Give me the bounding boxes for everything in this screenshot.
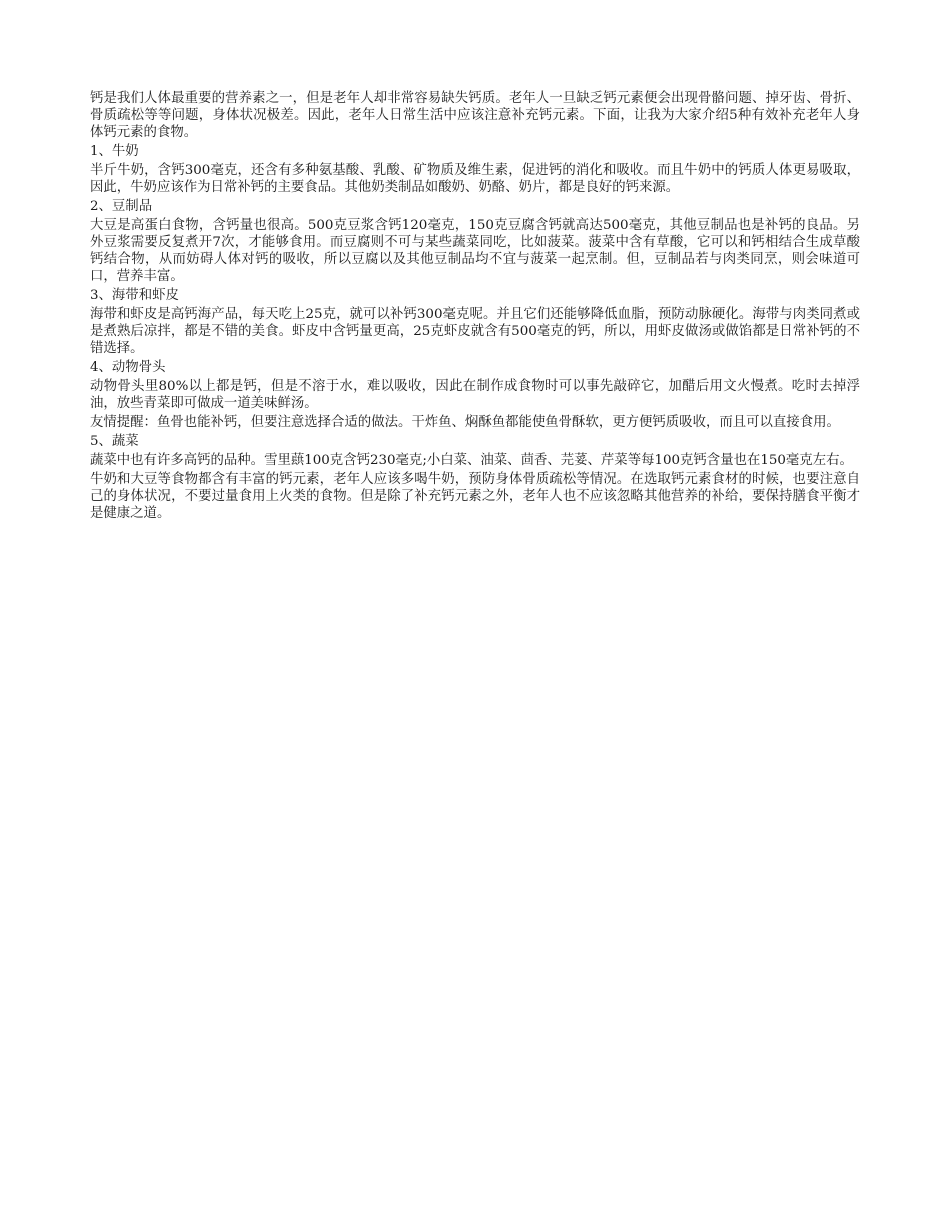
section-heading-soy-products: 2、豆制品 [90,199,153,214]
conclusion-paragraph: 牛奶和大豆等食物都含有丰富的钙元素，老年人应该多喝牛奶，预防身体骨质疏松等情况。在选取钙元素食材的时候，也要注意自己的身体状况，不要过量食用上火类的食物。但是除了补充钙元素之外，老年人也不应该忽略其他营养的补给，要保持膳食平衡才是健康之道。 [90,472,860,521]
section-paragraph-animal-bones: 动物骨头里80%以上都是钙，但是不溶于水，难以吸收，因此在制作成食物时可以事先敲碎它，加醋后用文火慢煮。吃时去掉浮油，放些青菜即可做成一道美味鲜汤。 [90,379,860,411]
article-body [90,90,860,524]
section-paragraph-vegetables: 蔬菜中也有许多高钙的品种。雪里蕻100克含钙230毫克;小白菜、油菜、茴香、芫荽、芹菜等每100克钙含量也在150毫克左右。 [90,453,853,468]
section-paragraph-kelp-shrimp: 海带和虾皮是高钙海产品，每天吃上25克，就可以补钙300毫克呢。并且它们还能够降低血脂，预防动脉硬化。海带与肉类同煮或是煮熟后凉拌，都是不错的美食。虾皮中含钙量更高，25克虾皮就含有500毫克的钙，所以，用虾皮做汤或做馅都是日常补钙的不错选择。 [90,307,860,356]
section-heading-milk: 1、牛奶 [90,144,139,159]
intro-paragraph: 钙是我们人体最重要的营养素之一，但是老年人却非常容易缺失钙质。老年人一旦缺乏钙元素便会出现骨骼问题、掉牙齿、骨折、骨质疏松等等问题，身体状况极差。因此，老年人日常生活中应该注意补充钙元素。下面，让我为大家介绍5种有效补充老年人身体钙元素的食物。 [90,91,860,140]
section-heading-animal-bones: 4、动物骨头 [90,360,166,375]
section-heading-vegetables: 5、蔬菜 [90,434,139,449]
section-heading-kelp-shrimp: 3、海带和虾皮 [90,288,179,303]
section-paragraph-milk: 半斤牛奶，含钙300毫克，还含有多种氨基酸、乳酸、矿物质及维生素，促进钙的消化和吸收。而且牛奶中的钙质人体更易吸取，因此，牛奶应该作为日常补钙的主要食品。其他奶类制品如酸奶、奶酪、奶片，都是良好的钙来源。 [90,163,860,195]
section-tip-paragraph: 友情提醒：鱼骨也能补钙，但要注意选择合适的做法。干炸鱼、焖酥鱼都能使鱼骨酥软，更方便钙质吸收，而且可以直接食用。 [90,415,840,430]
section-paragraph-soy-products: 大豆是高蛋白食物，含钙量也很高。500克豆浆含钙120毫克，150克豆腐含钙就高达500毫克，其他豆制品也是补钙的良品。另外豆浆需要反复煮开7次，才能够食用。而豆腐则不可与某些蔬菜同吃，比如菠菜。菠菜中含有草酸，它可以和钙相结合生成草酸钙结合物，从而妨碍人体对钙的吸收，所以豆腐以及其他豆制品均不宜与菠菜一起烹制。但，豆制品若与肉类同烹，则会味道可口，营养丰富。 [90,218,860,284]
